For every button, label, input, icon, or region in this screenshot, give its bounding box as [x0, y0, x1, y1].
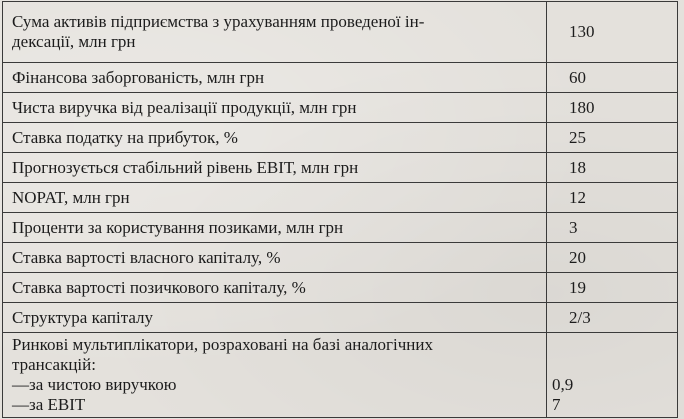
row-label: [3, 2, 547, 63]
multipliers-heading-line-1: Ринкові мультиплікатори, розраховані на базі аналогічних: [12, 335, 433, 354]
row-label: Ставка податку на прибуток, %: [3, 123, 547, 153]
data-table: [2, 1, 678, 418]
multiplier-item-label: —за ЕВІТ: [12, 395, 86, 414]
table-row: [3, 273, 678, 303]
table-row: [3, 183, 678, 213]
row-label: Ставка вартості власного капіталу, %: [3, 243, 547, 273]
row-label: Чиста виручка від реалізації продукції, млн грн: [3, 93, 547, 123]
table-row: [3, 243, 678, 273]
row-value: 60: [547, 63, 678, 93]
row-value: 20: [547, 243, 678, 273]
table-row: [3, 123, 678, 153]
row-label-line-2: дексації, млн грн: [12, 32, 136, 51]
row-value: 19: [547, 273, 678, 303]
table-row-multipliers: [3, 333, 678, 418]
row-label-line-1: Сума активів підприємства з урахуванням проведеної ін-: [12, 12, 425, 31]
row-value: 12: [547, 183, 678, 213]
row-value: 18: [547, 153, 678, 183]
table-row: [3, 303, 678, 333]
table-row: [3, 153, 678, 183]
multiplier-item-label: —за чистою виручкою: [12, 375, 177, 394]
table-row: [3, 63, 678, 93]
row-value: 25: [547, 123, 678, 153]
multipliers-heading-line-2: трансакцій:: [12, 355, 96, 374]
multiplier-item-value: 7: [552, 395, 561, 414]
row-value: 3: [547, 213, 678, 243]
row-label: Структура капіталу: [3, 303, 547, 333]
row-label: Прогнозується стабільний рівень ЕВІТ, млн грн: [3, 153, 547, 183]
row-label: Фінансова заборгованість, млн грн: [3, 63, 547, 93]
row-value: 2/3: [547, 303, 678, 333]
multipliers-values: [547, 333, 678, 418]
table-row: [3, 93, 678, 123]
multipliers-label: [3, 333, 547, 418]
table-row: [3, 213, 678, 243]
row-label: Ставка вартості позичкового капіталу, %: [3, 273, 547, 303]
row-value: 130: [547, 2, 678, 63]
row-value: 180: [547, 93, 678, 123]
row-label: Проценти за користування позиками, млн грн: [3, 213, 547, 243]
row-label: NOPAT, млн грн: [3, 183, 547, 213]
table-row: [3, 2, 678, 63]
multiplier-item-value: 0,9: [552, 375, 574, 394]
